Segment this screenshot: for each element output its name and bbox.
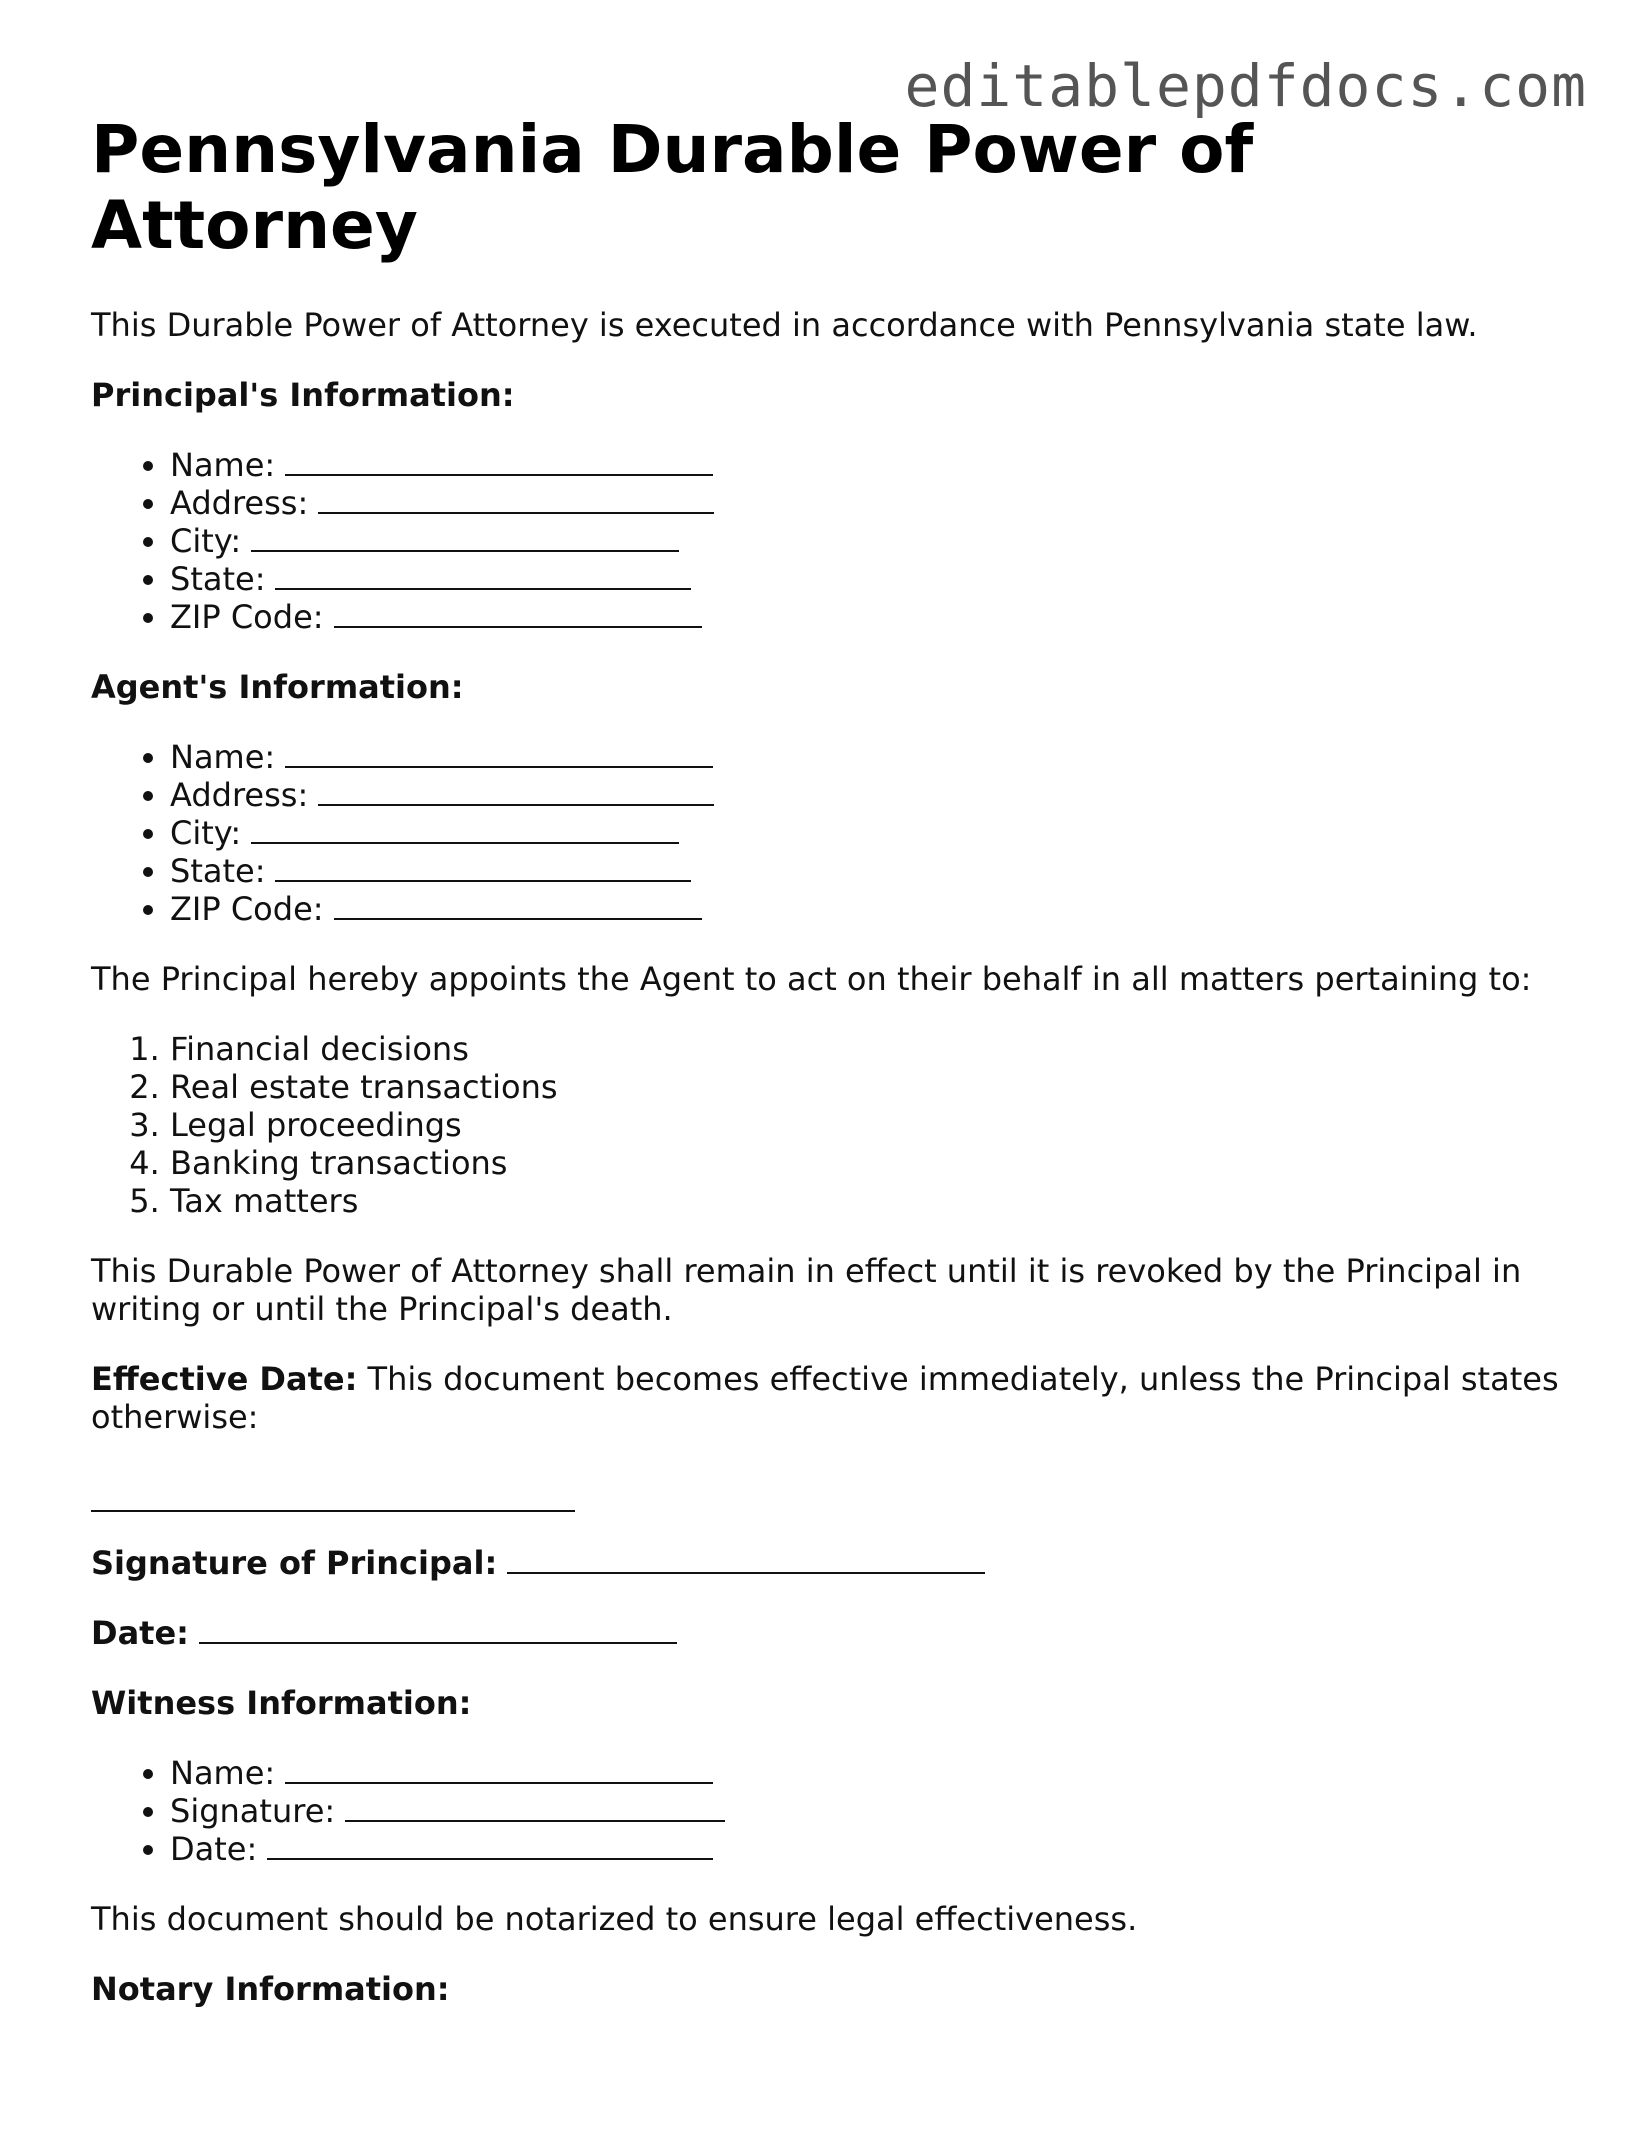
principal-state-field [170, 560, 1571, 598]
matter-item: 2. Real estate transactions [170, 1068, 1571, 1106]
principal-address-field [170, 484, 1571, 522]
agent-city-input[interactable] [251, 814, 679, 844]
appointment-paragraph: The Principal hereby appoints the Agent to act on their behalf in all matters pertaining to: [91, 960, 1532, 998]
witness-signature-input[interactable] [345, 1792, 725, 1822]
agent-state-field [170, 852, 1571, 890]
principal-heading: Principal's Information: [91, 376, 515, 414]
document-title: Pennsylvania Durable Power of Attorney [91, 111, 1254, 264]
duration-paragraph: This Durable Power of Attorney shall remain in effect until it is revoked by the Principal in writing or until the Principal's death. [91, 1252, 1522, 1328]
document-page [91, 112, 1571, 2008]
effective-date-text: This document becomes effective immediately, unless the Principal states otherwise: [91, 1360, 1559, 1436]
agent-heading: Agent's Information: [91, 668, 464, 706]
field-label: Address: [170, 484, 309, 522]
field-label: Name: [170, 738, 276, 776]
principal-date-line [91, 1614, 1571, 1652]
matter-item: 3. Legal proceedings [170, 1106, 1571, 1144]
witness-name-field [170, 1754, 1571, 1792]
notarize-note: This document should be notarized to ensure legal effectiveness. [91, 1900, 1138, 1938]
matter-item: 4. Banking transactions [170, 1144, 1571, 1182]
agent-address-field [170, 776, 1571, 814]
witness-fields-list [91, 1754, 1571, 1868]
witness-signature-field [170, 1792, 1571, 1830]
field-label: Name: [170, 446, 276, 484]
principal-zip-field [170, 598, 1571, 636]
witness-date-input[interactable] [267, 1830, 713, 1860]
agent-state-input[interactable] [275, 852, 691, 882]
intro-paragraph: This Durable Power of Attorney is executed in accordance with Pennsylvania state law. [91, 306, 1478, 344]
agent-zip-input[interactable] [334, 890, 702, 920]
agent-fields-list [91, 738, 1571, 928]
principal-name-field [170, 446, 1571, 484]
field-label: ZIP Code: [170, 890, 324, 928]
witness-heading: Witness Information: [91, 1684, 472, 1722]
witness-date-field [170, 1830, 1571, 1868]
field-label: City: [170, 814, 242, 852]
signature-label: Signature of Principal: [91, 1544, 498, 1582]
agent-name-field [170, 738, 1571, 776]
principal-signature-input[interactable] [507, 1544, 985, 1574]
field-label: Name: [170, 1754, 276, 1792]
principal-state-input[interactable] [275, 560, 691, 590]
site-watermark: editablepdfdocs.com [904, 52, 1587, 120]
field-label: Address: [170, 776, 309, 814]
principal-signature-line [91, 1544, 1571, 1582]
field-label: Signature: [170, 1792, 336, 1830]
agent-zip-field [170, 890, 1571, 928]
witness-name-input[interactable] [285, 1754, 713, 1784]
field-label: State: [170, 560, 266, 598]
principal-date-input[interactable] [199, 1614, 677, 1644]
principal-name-input[interactable] [285, 446, 713, 476]
date-label: Date: [91, 1614, 189, 1652]
effective-date-input[interactable] [91, 1472, 575, 1512]
principal-fields-list [91, 446, 1571, 636]
principal-zip-input[interactable] [334, 598, 702, 628]
principal-address-input[interactable] [318, 484, 714, 514]
effective-date-label: Effective Date: [91, 1360, 358, 1398]
matter-item: 1. Financial decisions [170, 1030, 1571, 1068]
agent-city-field [170, 814, 1571, 852]
matter-item: 5. Tax matters [170, 1182, 1571, 1220]
notary-heading: Notary Information: [91, 1970, 450, 2008]
matters-list [91, 1030, 1571, 1220]
agent-address-input[interactable] [318, 776, 714, 806]
field-label: State: [170, 852, 266, 890]
field-label: Date: [170, 1830, 258, 1868]
effective-date-paragraph [91, 1360, 1571, 1436]
principal-city-input[interactable] [251, 522, 679, 552]
field-label: City: [170, 522, 242, 560]
agent-name-input[interactable] [285, 738, 713, 768]
field-label: ZIP Code: [170, 598, 324, 636]
principal-city-field [170, 522, 1571, 560]
